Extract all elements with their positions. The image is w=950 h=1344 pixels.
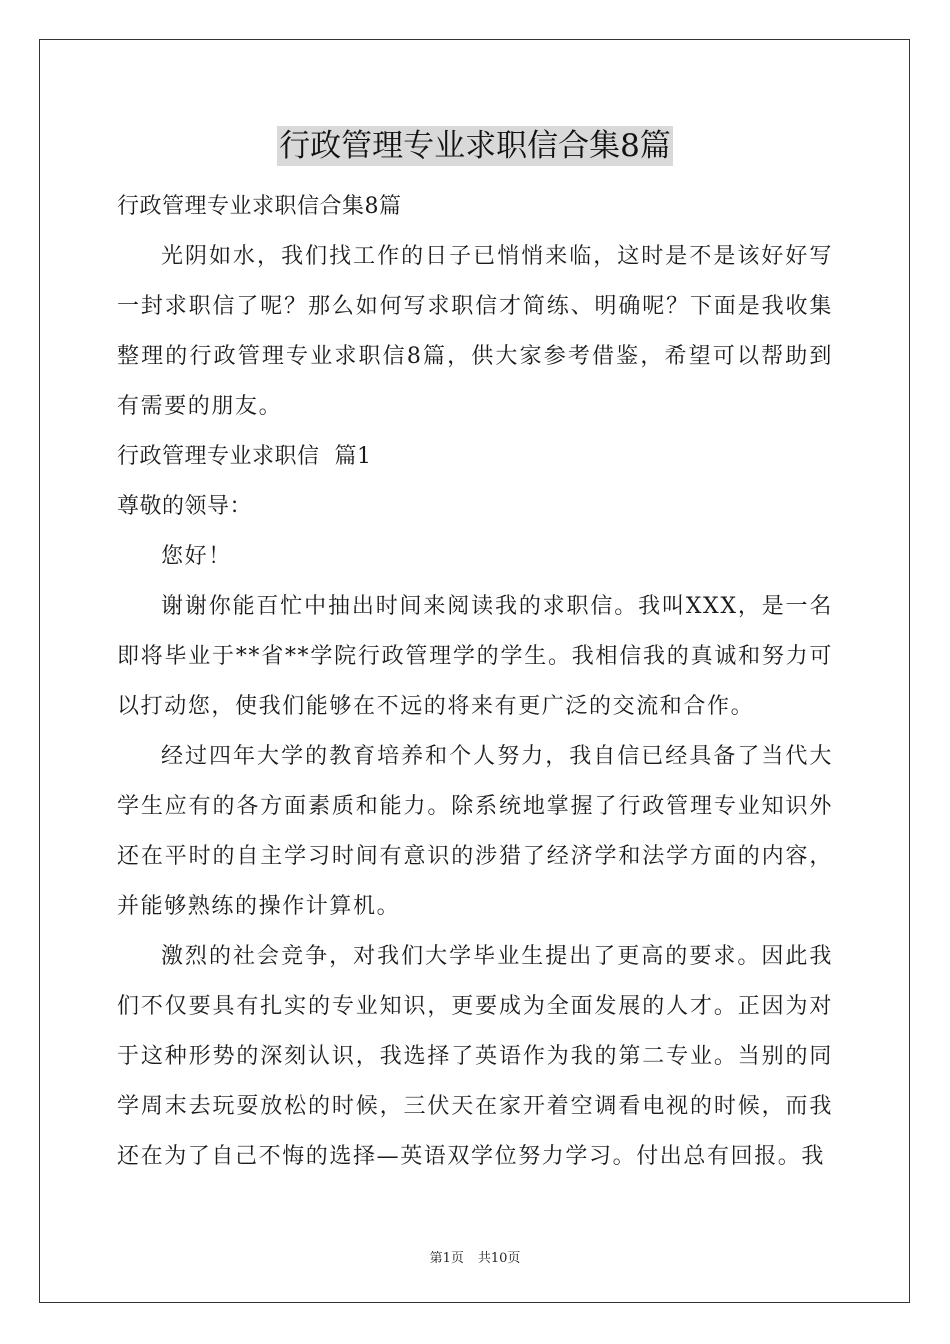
salutation: 尊敬的领导： [117, 494, 253, 519]
title-container [0, 126, 950, 166]
intro-paragraph: 光阴如水，我们找工作的日子已悄悄来临，这时是不是该好好写一封求职信了呢？那么如何写求职信才简练、明确呢？下面是我收集整理的行政管理专业求职信8篇，供大家参考借鉴，希望可以帮助到有需要的朋友。 [117, 244, 833, 419]
section-heading: 行政管理专业求职信 篇1 [117, 444, 372, 469]
page-number: 第1页 [429, 1251, 464, 1266]
page-footer [0, 1247, 950, 1266]
body-paragraph: 经过四年大学的教育培养和个人努力，我自信已经具备了当代大学生应有的各方面素质和能力。除系统地掌握了行政管理专业知识外还在平时的自主学习时间有意识的涉猎了经济学和法学方面的内容，并能够熟练的操作计算机。 [117, 744, 833, 919]
document-subtitle: 行政管理专业求职信合集8篇 [117, 194, 402, 219]
document-body [117, 182, 833, 1182]
body-paragraph: 激烈的社会竞争，对我们大学毕业生提出了更高的要求。因此我们不仅要具有扎实的专业知识，更要成为全面发展的人才。正因为对于这种形势的深刻认识，我选择了英语作为我的第二专业。当别的同学周末去玩耍放松的时候，三伏天在家开着空调看电视的时候，而我还在为了自己不悔的选择—英语双学位努力学习。付出总有回报。我 [117, 944, 833, 1169]
body-paragraph: 谢谢你能百忙中抽出时间来阅读我的求职信。我叫XXX，是一名即将毕业于**省**学院行政管理学的学生。我相信我的真诚和努力可以打动您，使我们能够在不远的将来有更广泛的交流和合作。 [117, 594, 833, 719]
document-title: 行政管理专业求职信合集8篇 [279, 128, 671, 164]
greeting: 您好！ [161, 544, 232, 569]
total-pages: 共10页 [477, 1251, 521, 1266]
